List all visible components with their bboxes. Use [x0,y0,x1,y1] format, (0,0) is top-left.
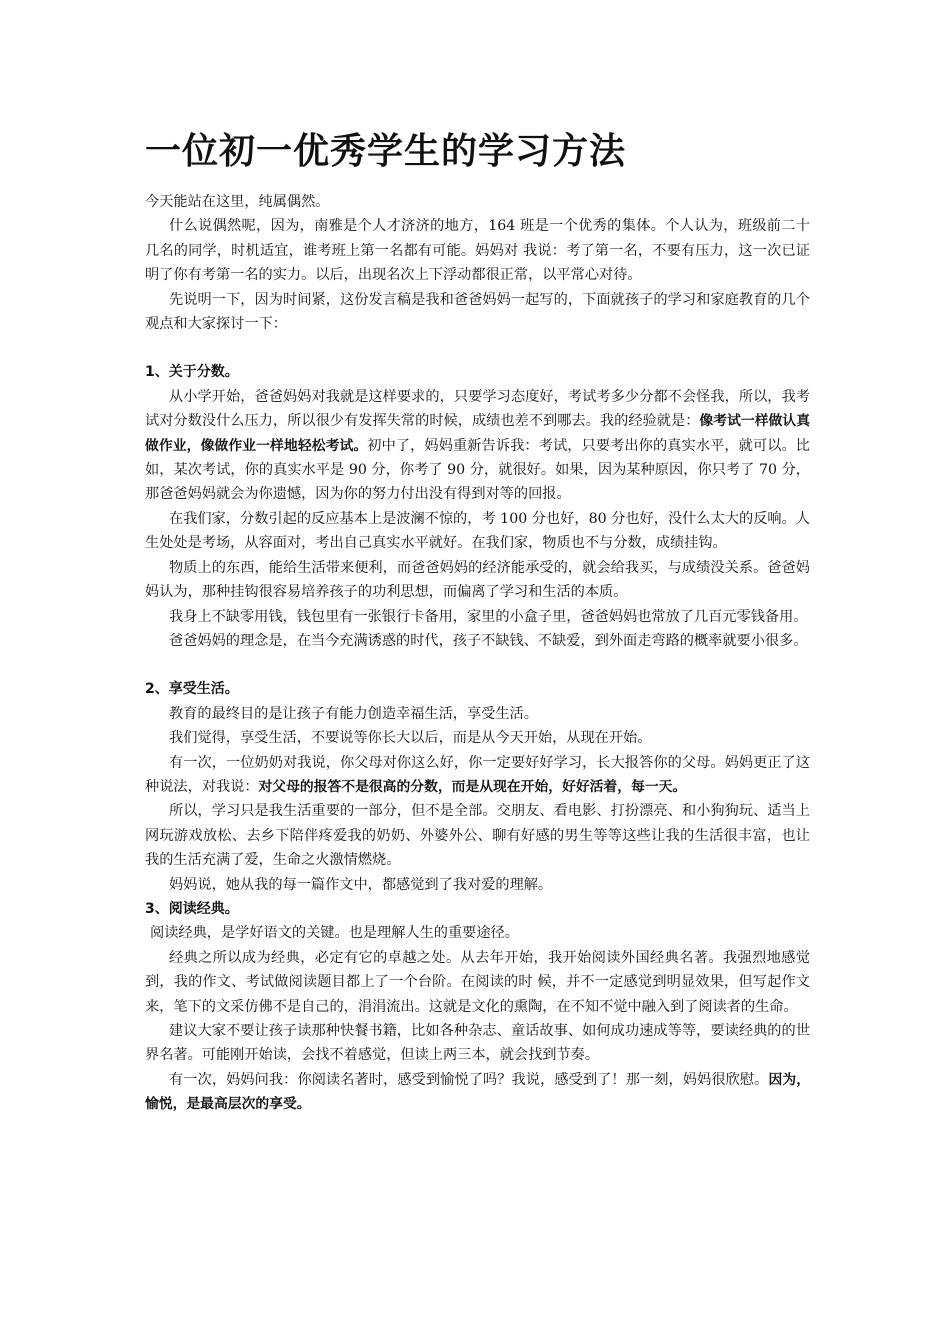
section-3-heading: 3、阅读经典。 [145,900,239,917]
section-3-paragraph-3: 建议大家不要让孩子读那种快餐书籍，比如各种杂志、童话故事、如何成功速成等等，要读经典的的世界名著。可能刚开始读，会找不着感觉，但读上两三本，就会找到节奏。 [145,1023,810,1064]
spacer [145,653,810,677]
section-2-paragraph-1: 教育的最终目的是让孩子有能力创造幸福生活，享受生活。 [169,705,538,722]
section-2-paragraph-3-text: 有一次，一位奶奶对我说，你父母对你这么好，你一定要好好学习，长大报答你的父母。妈妈更正了这种说法，对我说： [145,754,810,795]
section-1-heading: 1、关于分数。 [145,364,239,381]
section-3-paragraph-2: 经典之所以成为经典，必定有它的卓越之处。从去年开始，我开始阅读外国经典名著。我强烈地感觉到，我的作文、考试做阅读题目都上了一个台阶。在阅读的时 候，并不一定感觉到明显效果，但写起作文来，笔下的文采仿佛不是自己的，涓涓流出。这就是文化的熏陶，在不知不觉中融入到了阅读者的生命。 [145,949,810,1015]
section-1-paragraph-1-text-a: 从小学开始，爸爸妈妈对我就是这样要求的，只要学习态度好，考试考多少分都不会怪我，所以，我考试对分数没什么压力，所以很少有发挥失常的时候，成绩也差不到哪去。我的经验就是： [145,388,810,430]
section-3-paragraph-1: 阅读经典，是学好语文的关键。也是理解人生的重要途径。 [150,925,519,942]
section-1-paragraph-3: 物质上的东西，能给生活带来便利，而爸爸妈妈的经济能承受的，就会给我买，与成绩没关系。爸爸妈妈认为，那种挂钩很容易培养孩子的功利思想，而偏离了学习和生活的本质。 [145,559,810,601]
section-3-paragraph-4-text: 有一次，妈妈问我：你阅读名著时，感受到愉悦了吗？我说，感受到了！那一刻，妈妈很欣慰。 [169,1071,769,1088]
section-1-paragraph-5: 爸爸妈妈的理念是，在当今充满诱惑的时代，孩子不缺钱、不缺爱，到外面走弯路的概率就要小很多。 [169,632,808,649]
section-1-paragraph-4: 我身上不缺零用钱，钱包里有一张银行卡备用，家里的小盒子里，爸爸妈妈也常放了几百元零钱备用。 [169,608,808,625]
section-1-paragraph-1 [145,385,810,507]
section-1-emphasis: 像考试一样做认真做作业，像做作业一样地轻松考试。 [145,413,810,454]
section-1-paragraph-1-text-b: 初中了，妈妈重新告诉我：考试，只要考出你的真实水平，就可以。比如，某次考试，你的真实水平是 90 分，你考了 90 分，就很好。如果，因为某种原因，你只考了 70 分，那爸爸妈妈就会为你遗憾，因为你的努力付出没有得到对等的回报。 [145,437,810,503]
document-title: 一位初一优秀学生的学习方法 [145,130,627,172]
section-2-paragraph-2: 我们觉得，享受生活，不要说等你长大以后，而是从今天开始，从现在开始。 [169,730,652,747]
section-1-paragraph-2: 在我们家，分数引起的反应基本上是波澜不惊的，考 100 分也好，80 分也好，没什么太大的反响。人生处处是考场，从容面对，考出自己真实水平就好。在我们家，物质也不与分数，成绩挂钩。 [145,510,810,552]
intro-paragraph-2: 什么说偶然呢，因为，南雅是个人才济济的地方，164 班是一个优秀的集体。个人认为，班级前二十几名的同学，时机适宜，谁考班上第一名都有可能。妈妈对 我说：考了第一名，不要有压力，这一次已证明了你有考第一名的实力。以后，出现名次上下浮动都很正常，以平常心对待。 [145,218,810,284]
section-2-paragraph-5: 妈妈说，她从我的每一篇作文中，都感觉到了我对爱的理解。 [169,876,553,893]
section-3-emphasis: 因为，愉悦，是最高层次的享受。 [145,1071,810,1113]
spacer [145,336,810,360]
section-2-heading: 2、享受生活。 [145,681,239,698]
intro-paragraph-1: 今天能站在这里，纯属偶然。 [145,194,330,210]
section-2-emphasis: 对父母的报答不是很高的分数，而是从现在开始，好好活着，每一天。 [258,778,687,795]
section-2-paragraph-3 [145,751,810,800]
section-2-paragraph-4: 所以，学习只是我生活重要的一部分，但不是全部。交朋友、看电影、打扮漂亮、和小狗狗玩、适当上网玩游戏放松、去乡下陪伴疼爱我的奶奶、外婆外公、聊有好感的男生等等这些让我的生活很丰富，也让我的生活充满了爱，生命之火激情燃烧。 [145,803,810,869]
intro-paragraph-3: 先说明一下，因为时间紧，这份发言稿是我和爸爸妈妈一起写的，下面就孩子的学习和家庭教育的几个观点和大家探讨一下： [145,291,810,333]
section-3-paragraph-4 [145,1068,810,1117]
